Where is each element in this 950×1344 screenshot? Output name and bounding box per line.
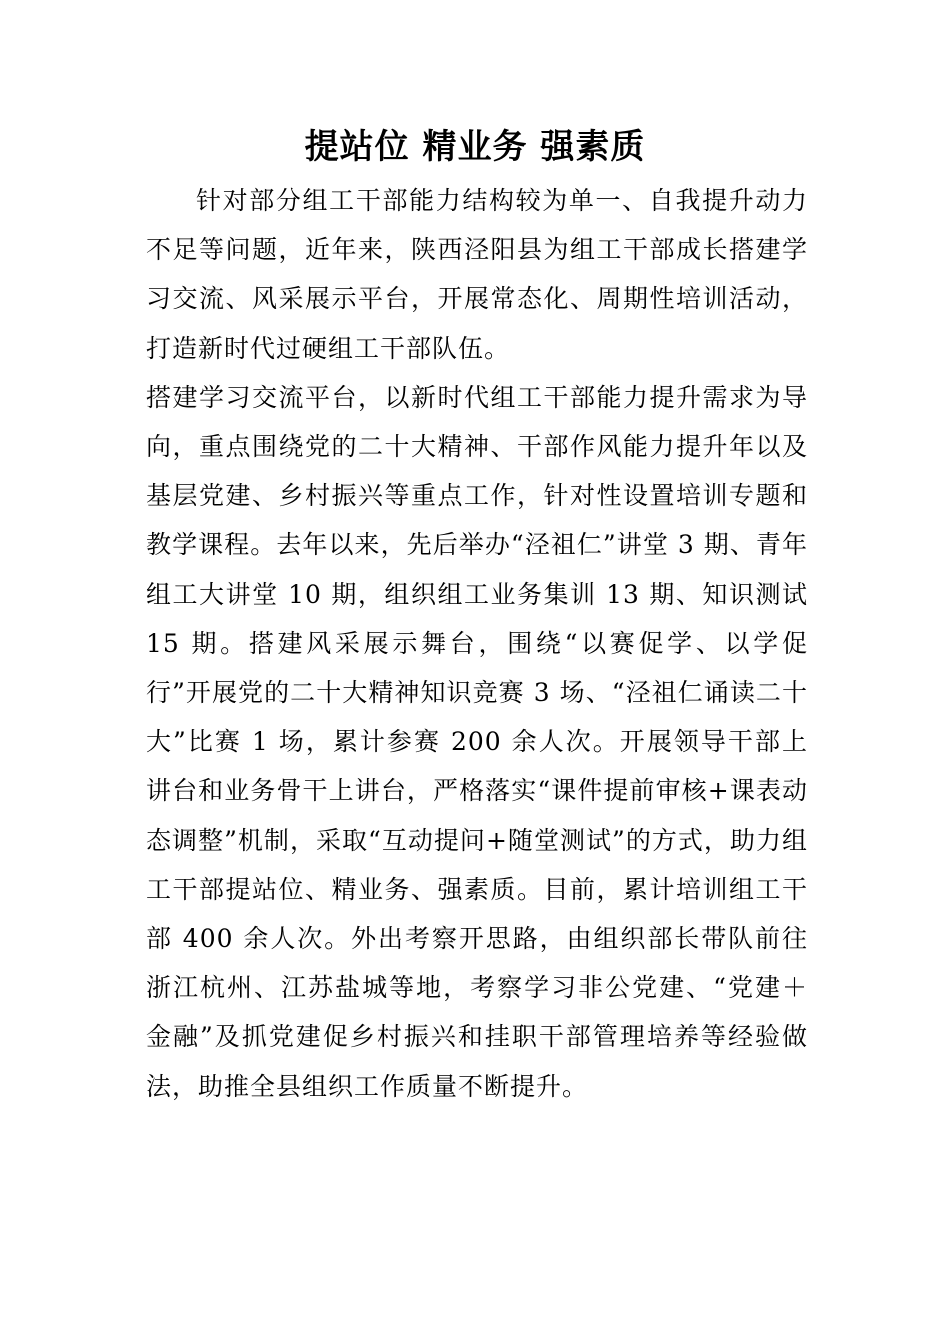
- paragraph-main: 搭建学习交流平台，以新时代组工干部能力提升需求为导向，重点围绕党的二十大精神、干部作风能力提升年以及基层党建、乡村振兴等重点工作，针对性设置培训专题和教学课程。去年以来，先后举办“泾祖仁”讲堂 3 期、青年组工大讲堂 10 期，组织组工业务集训 13 期、知识测试 15 期。搭建风采展示舞台，围绕“以赛促学、以学促行”开展党的二十大精神知识竞赛 3 场、“泾祖仁诵读二十大”比赛 1 场，累计参赛 200 余人次。开展领导干部上讲台和业务骨干上讲台，严格落实“课件提前审核+课表动态调整”机制，采取“互动提问+随堂测试”的方式，助力组工干部提站位、精业务、强素质。目前，累计培训组工干部 400 余人次。外出考察开思路，由组织部长带队前往浙江杭州、江苏盐城等地，考察学习非公党建、“党建＋金融”及抓党建促乡村振兴和挂职干部管理培养等经验做法，助推全县组织工作质量不断提升。: [146, 382, 808, 1101]
- document-body: [146, 176, 808, 1111]
- paragraph-intro: 针对部分组工干部能力结构较为单一、自我提升动力不足等问题，近年来，陕西泾阳县为组工干部成长搭建学习交流、风采展示平台，开展常态化、周期性培训活动，打造新时代过硬组工干部队伍。: [146, 186, 808, 363]
- document-title: 提站位 精业务 强素质: [304, 127, 646, 167]
